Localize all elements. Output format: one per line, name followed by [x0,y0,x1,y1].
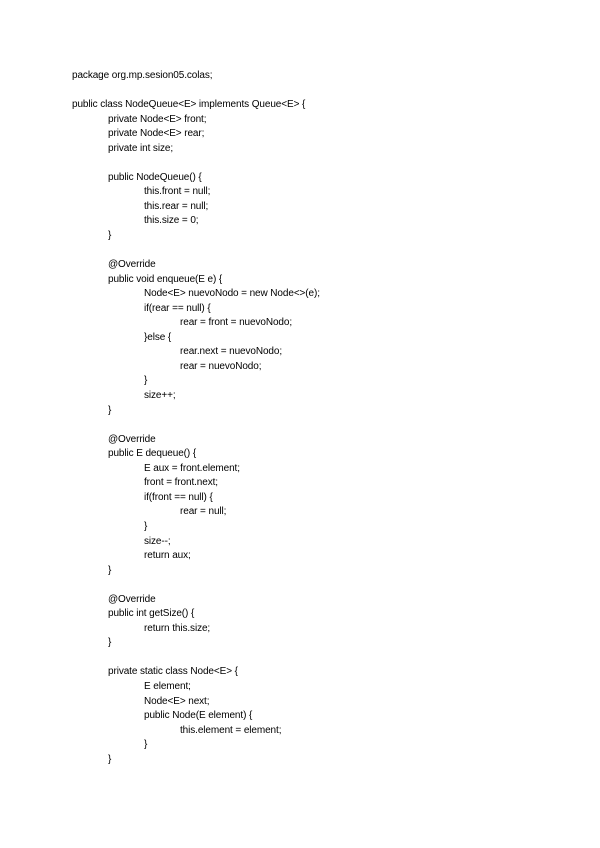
code-line: return aux; [144,550,191,562]
blank-line [72,578,572,593]
code-line: package org.mp.sesion05.colas; [72,70,213,81]
code-line: } [108,230,112,242]
code-line: this.size = 0; [144,215,199,227]
blank-line [72,84,572,99]
code-line: return this.size; [144,622,211,634]
code-line: Node<E> nuevoNodo = new Node<>(e); [144,288,320,300]
code-line: rear.next = nuevoNodo; [180,346,283,358]
code-line: size--; [144,535,171,547]
code-line: E aux = front.element; [144,462,240,474]
code-line: front = front.next; [144,477,218,489]
code-line: public E dequeue() { [108,448,197,460]
code-line: rear = nuevoNodo; [180,360,262,372]
blank-line [72,156,572,171]
code-line: }else { [144,331,172,343]
code-line: this.rear = null; [144,200,209,212]
blank-line [72,244,572,259]
code-line: @Override [108,593,156,605]
code-line: private int size; [108,142,173,154]
code-line: @Override [108,259,156,271]
code-line: public class NodeQueue<E> implements Queue<E> { [72,99,306,111]
code-line: } [144,739,148,751]
code-line: this.front = null; [144,186,211,198]
code-line: if(front == null) { [144,491,213,503]
code-line: private Node<E> rear; [108,128,205,140]
code-line: if(rear == null) { [144,302,211,314]
blank-line [72,418,572,433]
code-line: public NodeQueue() { [108,171,202,183]
code-line: private static class Node<E> { [108,666,238,678]
code-line: Node<E> next; [144,695,210,707]
code-line: rear = front = nuevoNodo; [180,317,293,329]
code-line: size++; [144,390,176,402]
code-line: private Node<E> front; [108,113,207,125]
code-listing [72,69,572,767]
code-line: this.element = element; [180,724,282,736]
code-line: rear = null; [180,506,227,518]
code-line: @Override [108,433,156,445]
code-line: } [144,520,148,532]
blank-line [72,651,572,666]
code-line: } [108,753,112,765]
code-line: public void enqueue(E e) { [108,273,223,285]
code-line: } [144,375,148,387]
code-line: } [108,564,112,576]
code-line: } [108,404,112,416]
code-line: public Node(E element) { [144,710,253,722]
code-line: } [108,637,112,649]
code-line: public int getSize() { [108,608,195,620]
code-line: E element; [144,680,191,692]
